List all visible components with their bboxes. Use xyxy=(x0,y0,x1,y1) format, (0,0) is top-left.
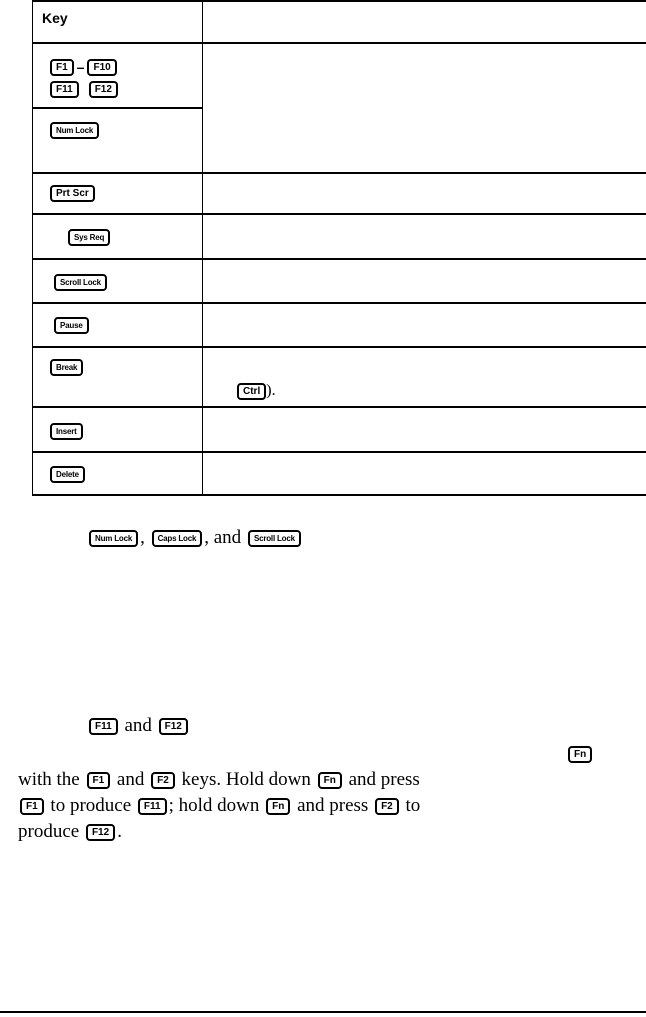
table-row-function-keys xyxy=(50,58,117,76)
table-bottom-rule xyxy=(32,494,646,496)
key-cap-f12: F12 xyxy=(89,81,118,98)
key-cap-f12: F12 xyxy=(159,718,188,735)
lock-keys-heading xyxy=(87,527,303,549)
table-row-function-keys-2 xyxy=(50,80,118,98)
key-cap-scroll-lock: Scroll Lock xyxy=(248,530,301,547)
text-fragment: ; hold down xyxy=(168,795,260,816)
text-fragment: to produce xyxy=(50,795,132,816)
f11-f12-heading xyxy=(87,715,190,737)
key-cap-fn: Fn xyxy=(568,746,592,763)
table-row-rule xyxy=(32,172,646,174)
key-cap-f12: F12 xyxy=(86,824,115,841)
word-and: and xyxy=(124,715,152,736)
text-fragment: to xyxy=(405,795,421,816)
separator-and: , and xyxy=(204,527,242,548)
key-cap-caps-lock: Caps Lock xyxy=(152,530,203,547)
table-top-rule xyxy=(32,0,646,2)
key-cap-prt-scr: Prt Scr xyxy=(50,185,95,202)
range-dash: – xyxy=(76,59,85,76)
paragraph-line-4 xyxy=(18,795,420,817)
table-header-rule xyxy=(32,42,646,44)
key-cap-f11: F11 xyxy=(50,81,79,98)
table-row-rule xyxy=(32,258,646,260)
table-row-rule xyxy=(32,107,202,109)
text-fragment: produce xyxy=(18,821,80,842)
key-cap-fn: Fn xyxy=(266,798,290,815)
table-row-rule xyxy=(32,406,646,408)
separator-comma: , xyxy=(140,527,145,548)
table-row-insert xyxy=(50,422,83,440)
fn-key-line xyxy=(566,743,594,765)
key-cap-insert: Insert xyxy=(50,423,83,440)
table-row-prt-scr xyxy=(50,184,95,202)
key-cap-f2: F2 xyxy=(151,772,175,789)
key-cap-break: Break xyxy=(50,359,83,376)
table-row-scroll-lock xyxy=(54,273,107,291)
text-fragment: and xyxy=(116,769,145,790)
table-row-rule xyxy=(32,302,646,304)
key-cap-num-lock: Num Lock xyxy=(89,530,138,547)
table-header-key: Key xyxy=(42,10,68,26)
table-row-break xyxy=(50,358,83,376)
text-fragment: keys. Hold down xyxy=(181,769,311,790)
table-row-rule xyxy=(32,451,646,453)
table-row-rule xyxy=(32,346,646,348)
key-cap-f11: F11 xyxy=(138,798,167,815)
key-cap-ctrl: Ctrl xyxy=(237,383,266,400)
paragraph-line-3 xyxy=(18,769,420,791)
key-cap-f1: F1 xyxy=(20,798,44,815)
text-fragment: and press xyxy=(297,795,369,816)
key-cap-fn: Fn xyxy=(318,772,342,789)
table-row-num-lock xyxy=(50,121,99,139)
key-table xyxy=(32,0,646,496)
table-row-sys-req xyxy=(68,228,110,246)
key-cap-num-lock: Num Lock xyxy=(50,122,99,139)
key-cap-scroll-lock: Scroll Lock xyxy=(54,274,107,291)
page-footer-rule xyxy=(0,1011,646,1013)
key-cap-sys-req: Sys Req xyxy=(68,229,110,246)
text-fragment: . xyxy=(117,821,122,842)
table-column-rule xyxy=(202,0,203,496)
text-fragment: and press xyxy=(348,769,420,790)
key-cap-f2: F2 xyxy=(375,798,399,815)
key-cap-pause: Pause xyxy=(54,317,89,334)
description-tail: ). xyxy=(266,382,276,399)
key-cap-f10: F10 xyxy=(87,59,116,76)
table-left-rule xyxy=(32,0,33,496)
key-cap-f1: F1 xyxy=(87,772,111,789)
key-cap-delete: Delete xyxy=(50,466,85,483)
key-cap-f1: F1 xyxy=(50,59,74,76)
table-row-delete xyxy=(50,465,85,483)
break-description-fragment xyxy=(237,382,276,400)
text-fragment: with the xyxy=(18,769,80,790)
key-cap-f11: F11 xyxy=(89,718,118,735)
table-row-rule xyxy=(32,213,646,215)
paragraph-line-5 xyxy=(18,821,122,843)
table-row-pause xyxy=(54,316,89,334)
